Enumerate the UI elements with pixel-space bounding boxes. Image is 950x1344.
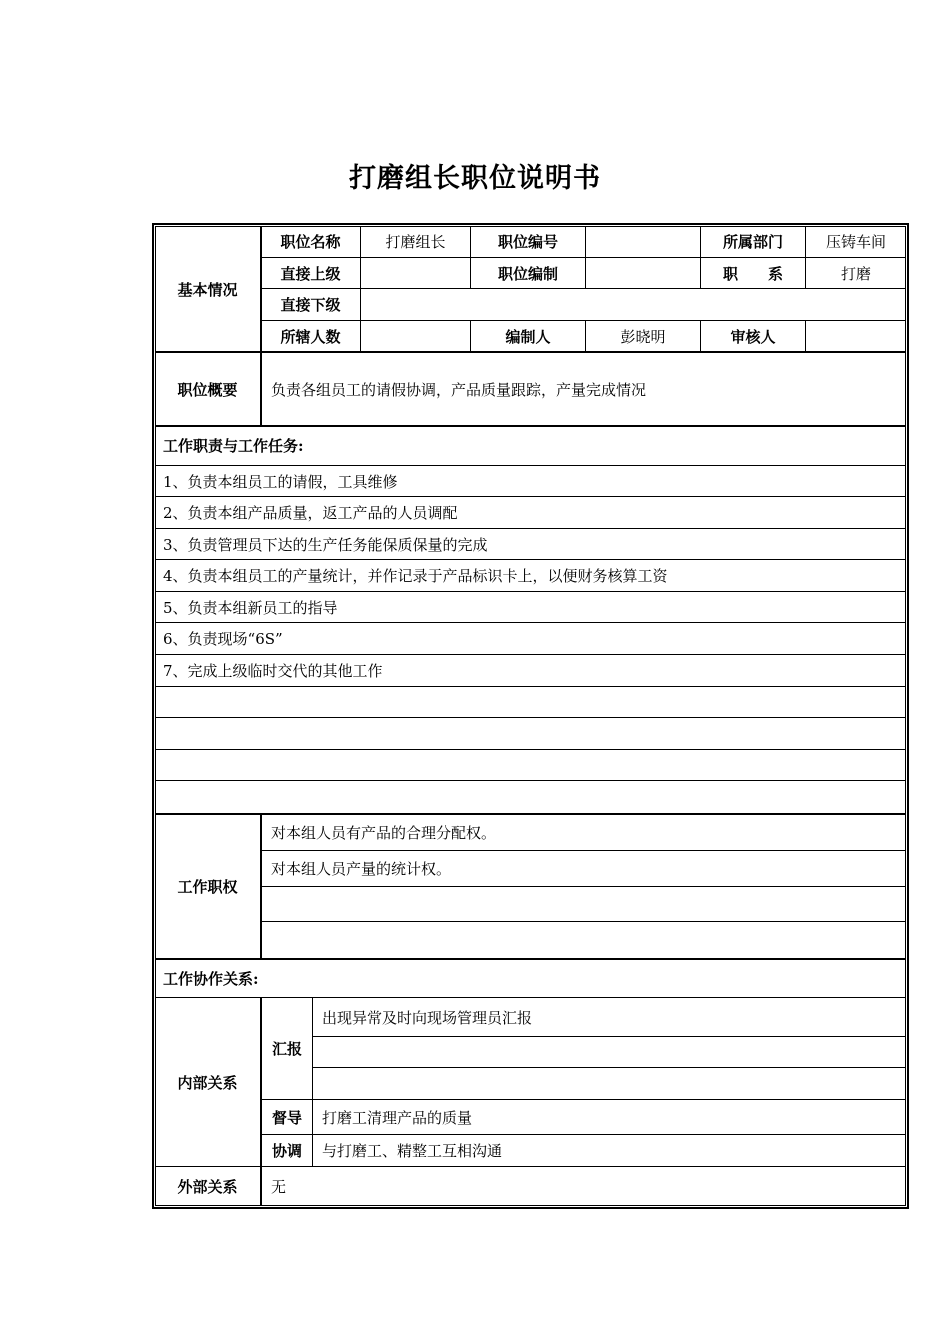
- duty-item: 3、负责管理员下达的生产任务能保质保量的完成: [163, 535, 488, 554]
- position-name-value: 打磨组长: [385, 233, 446, 251]
- basic-info-label: 基本情况: [177, 280, 238, 299]
- author-value: 彭晓明: [620, 328, 666, 346]
- divider: [313, 1067, 906, 1068]
- authority-label: 工作职权: [177, 878, 238, 896]
- headcount-label: 所辖人数: [280, 328, 341, 346]
- series-value: 打磨: [840, 264, 871, 283]
- superior-value: [361, 258, 470, 288]
- duty-item: 5、负责本组新员工的指导: [163, 598, 338, 617]
- superior-label: 直接上级: [280, 264, 341, 283]
- divider: [261, 886, 906, 887]
- authority-item: 对本组人员有产品的合理分配权。: [271, 824, 497, 842]
- report-label: 汇报: [271, 1040, 302, 1058]
- duty-item: 6、负责现场“6S”: [163, 630, 283, 648]
- coordinate-label: 协调: [271, 1142, 302, 1160]
- subordinate-label: 直接下级: [280, 296, 341, 314]
- position-no-label: 职位编号: [497, 233, 558, 251]
- coordinate-text: 与打磨工、精整工互相沟通: [322, 1142, 503, 1160]
- subordinate-value: [361, 289, 906, 320]
- quota-label: 职位编制: [497, 264, 558, 283]
- summary-text: 负责各组员工的请假协调，产品质量跟踪，产量完成情况: [271, 380, 647, 399]
- duty-item: 7、完成上级临时交代的其他工作: [163, 662, 383, 680]
- duties-header: 工作职责与工作任务:: [163, 437, 304, 455]
- series-label: 职 系: [722, 264, 783, 283]
- relations-header: 工作协作关系:: [163, 970, 259, 988]
- divider: [155, 749, 906, 750]
- divider: [155, 686, 906, 687]
- external-relations-label: 外部关系: [177, 1178, 238, 1196]
- supervise-text: 打磨工清理产品的质量: [322, 1108, 473, 1127]
- summary-label: 职位概要: [177, 380, 238, 399]
- divider: [261, 921, 906, 922]
- divider: [260, 352, 262, 426]
- supervise-label: 督导: [271, 1108, 302, 1127]
- department-value: 压铸车间: [825, 233, 886, 251]
- duty-item: 2、负责本组产品质量，返工产品的人员调配: [163, 504, 458, 522]
- position-name-label: 职位名称: [280, 233, 341, 251]
- reviewer-label: 审核人: [730, 328, 776, 346]
- divider: [312, 998, 313, 1166]
- report-text: 出现异常及时向现场管理员汇报: [322, 1008, 533, 1027]
- quota-value: [586, 258, 700, 288]
- divider: [155, 717, 906, 718]
- divider: [155, 780, 906, 781]
- internal-relations-label: 内部关系: [177, 1073, 238, 1092]
- department-label: 所属部门: [722, 233, 783, 251]
- reviewer-value: [806, 321, 906, 352]
- divider: [313, 1036, 906, 1037]
- external-relations-text: 无: [271, 1178, 287, 1196]
- author-label: 编制人: [505, 328, 551, 346]
- duty-item: 1、负责本组员工的请假，工具维修: [163, 472, 398, 491]
- authority-item: 对本组人员产量的统计权。: [271, 860, 452, 878]
- position-no-value: [586, 226, 700, 257]
- page-title: 打磨组长职位说明书: [349, 163, 601, 194]
- headcount-value: [361, 321, 470, 352]
- duty-item: 4、负责本组员工的产量统计，并作记录于产品标识卡上，以便财务核算工资: [163, 567, 668, 585]
